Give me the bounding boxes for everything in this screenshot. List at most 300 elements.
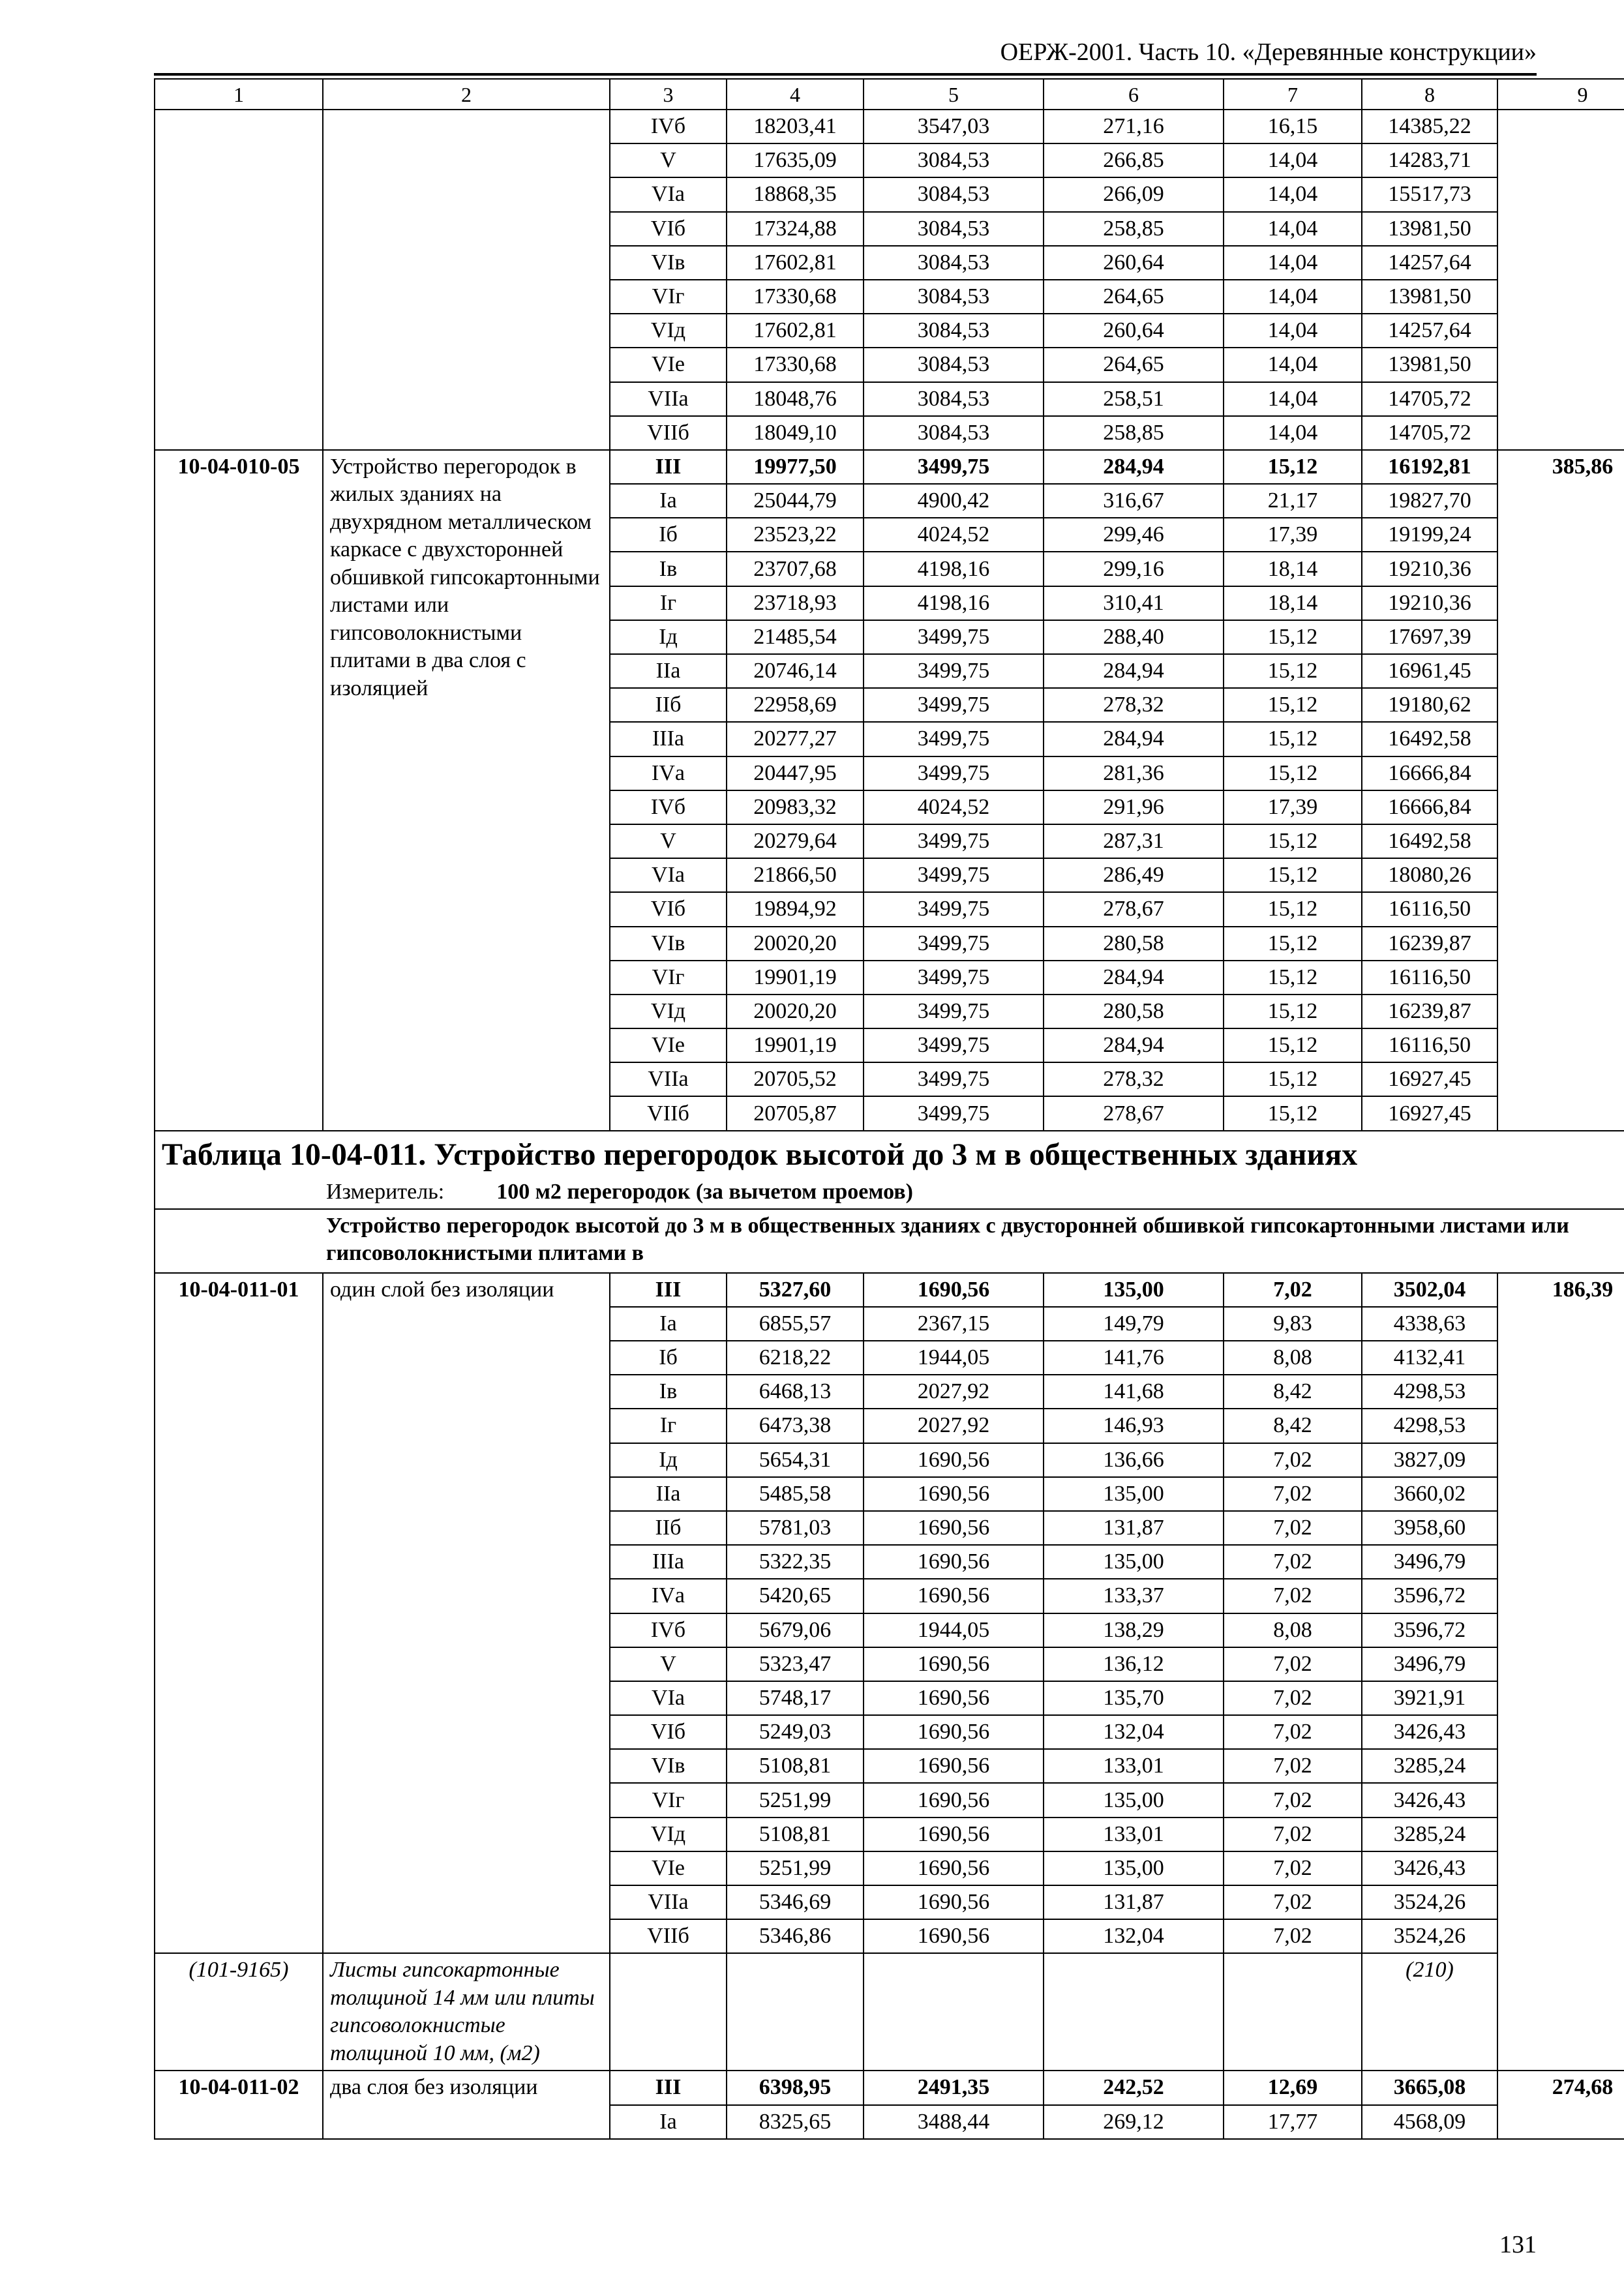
materials-cost-cell: 3285,24: [1362, 1749, 1497, 1783]
item-description: два слоя без изоляции: [323, 2071, 610, 2138]
materials-cost-cell: 16927,45: [1362, 1096, 1497, 1130]
machinist-wages-cell: 15,12: [1224, 722, 1362, 756]
machine-cost-cell: 284,94: [1044, 1028, 1224, 1062]
header-rule: [154, 73, 1537, 76]
wages-cell: 4024,52: [864, 790, 1044, 824]
total-cost-cell: 23707,68: [727, 552, 864, 586]
materials-cost-cell: 3285,24: [1362, 1818, 1497, 1851]
wages-cell: 3499,75: [864, 1096, 1044, 1130]
total-cost-cell: 20705,52: [727, 1062, 864, 1096]
total-cost-cell: 21866,50: [727, 858, 864, 892]
materials-cost-cell: 13981,50: [1362, 280, 1497, 314]
region-code-cell: VIг: [610, 1783, 727, 1817]
region-code-cell: VIд: [610, 1818, 727, 1851]
wages-cell: 1690,56: [864, 1851, 1044, 1885]
table-row: [155, 110, 1624, 143]
wages-cell: 1690,56: [864, 1885, 1044, 1919]
region-code-cell: VIIб: [610, 416, 727, 450]
resource-empty-cell: [610, 1953, 727, 2071]
materials-cost-cell: 14705,72: [1362, 382, 1497, 416]
region-code-cell: Iг: [610, 1409, 727, 1443]
materials-cost-cell: 3496,79: [1362, 1545, 1497, 1579]
wages-cell: 2367,15: [864, 1307, 1044, 1341]
machinist-wages-cell: 15,12: [1224, 450, 1362, 484]
col-number: 5: [864, 79, 1044, 110]
item-description: один слой без изоляции: [323, 1273, 610, 1954]
machinist-wages-cell: 7,02: [1224, 1681, 1362, 1715]
machine-cost-cell: 288,40: [1044, 620, 1224, 654]
resource-row: [155, 1953, 1624, 2071]
wages-cell: 1690,56: [864, 1477, 1044, 1511]
total-cost-cell: 19894,92: [727, 892, 864, 926]
rates-table: [154, 78, 1624, 2140]
region-code-cell: Iб: [610, 518, 727, 552]
materials-cost-cell: 4568,09: [1362, 2105, 1497, 2139]
wages-cell: 3499,75: [864, 858, 1044, 892]
column-number-row: [155, 79, 1624, 110]
machine-cost-cell: 280,58: [1044, 995, 1224, 1028]
total-cost-cell: 5323,47: [727, 1647, 864, 1681]
total-cost-cell: 25044,79: [727, 484, 864, 518]
region-code-cell: V: [610, 143, 727, 177]
machine-cost-cell: 291,96: [1044, 790, 1224, 824]
materials-cost-cell: 14283,71: [1362, 143, 1497, 177]
wages-cell: 3084,53: [864, 143, 1044, 177]
machinist-wages-cell: 7,02: [1224, 1851, 1362, 1885]
machinist-wages-cell: 15,12: [1224, 927, 1362, 961]
machine-cost-cell: 281,36: [1044, 756, 1224, 790]
machinist-wages-cell: 7,02: [1224, 1579, 1362, 1613]
total-cost-cell: 5346,69: [727, 1885, 864, 1919]
total-cost-cell: 6473,38: [727, 1409, 864, 1443]
machine-cost-cell: 260,64: [1044, 246, 1224, 280]
total-cost-cell: 5781,03: [727, 1511, 864, 1545]
materials-cost-cell: 19827,70: [1362, 484, 1497, 518]
region-code-cell: VIIа: [610, 382, 727, 416]
wages-cell: 3499,75: [864, 756, 1044, 790]
materials-cost-cell: 16666,84: [1362, 790, 1497, 824]
machinist-wages-cell: 14,04: [1224, 177, 1362, 211]
materials-cost-cell: 14385,22: [1362, 110, 1497, 143]
materials-cost-cell: 14257,64: [1362, 314, 1497, 348]
total-cost-cell: 17330,68: [727, 348, 864, 382]
region-code-cell: III: [610, 450, 727, 484]
materials-cost-cell: 3660,02: [1362, 1477, 1497, 1511]
machinist-wages-cell: 14,04: [1224, 246, 1362, 280]
region-code-cell: V: [610, 824, 727, 858]
total-cost-cell: 18868,35: [727, 177, 864, 211]
machinist-wages-cell: 7,02: [1224, 1545, 1362, 1579]
wages-cell: 1690,56: [864, 1681, 1044, 1715]
region-code-cell: Iа: [610, 484, 727, 518]
machine-cost-cell: 278,67: [1044, 1096, 1224, 1130]
wages-cell: 3084,53: [864, 177, 1044, 211]
wages-cell: 1690,56: [864, 1715, 1044, 1749]
wages-cell: 1690,56: [864, 1545, 1044, 1579]
materials-cost-cell: 13981,50: [1362, 348, 1497, 382]
machine-cost-cell: 258,85: [1044, 212, 1224, 246]
total-cost-cell: 5322,35: [727, 1545, 864, 1579]
materials-cost-cell: 16116,50: [1362, 892, 1497, 926]
total-cost-cell: 20279,64: [727, 824, 864, 858]
materials-cost-cell: 4132,41: [1362, 1341, 1497, 1375]
col-number: 8: [1362, 79, 1497, 110]
region-code-cell: Iб: [610, 1341, 727, 1375]
machine-cost-cell: 131,87: [1044, 1885, 1224, 1919]
region-code-cell: VIг: [610, 280, 727, 314]
machine-cost-cell: 310,41: [1044, 586, 1224, 620]
col-number: 9: [1497, 79, 1624, 110]
region-code-cell: VIIб: [610, 1919, 727, 1953]
region-code-cell: VIа: [610, 177, 727, 211]
total-cost-cell: 18048,76: [727, 382, 864, 416]
machinist-wages-cell: 9,83: [1224, 1307, 1362, 1341]
materials-cost-cell: 3827,09: [1362, 1443, 1497, 1477]
machine-cost-cell: 258,51: [1044, 382, 1224, 416]
measure-label: Измеритель:: [326, 1179, 445, 1204]
wages-cell: 3488,44: [864, 2105, 1044, 2139]
materials-cost-cell: 16961,45: [1362, 654, 1497, 688]
machine-cost-cell: 284,94: [1044, 450, 1224, 484]
materials-cost-cell: 4298,53: [1362, 1375, 1497, 1409]
total-cost-cell: 18203,41: [727, 110, 864, 143]
machinist-wages-cell: 15,12: [1224, 892, 1362, 926]
machinist-wages-cell: 8,08: [1224, 1341, 1362, 1375]
region-code-cell: VIа: [610, 1681, 727, 1715]
machine-cost-cell: 132,04: [1044, 1919, 1224, 1953]
machine-cost-cell: 133,01: [1044, 1818, 1224, 1851]
machine-cost-cell: 269,12: [1044, 2105, 1224, 2139]
materials-cost-cell: 3596,72: [1362, 1579, 1497, 1613]
total-cost-cell: 20705,87: [727, 1096, 864, 1130]
region-code-cell: VIе: [610, 348, 727, 382]
machine-cost-cell: 284,94: [1044, 722, 1224, 756]
machinist-wages-cell: 15,12: [1224, 858, 1362, 892]
wages-cell: 3499,75: [864, 995, 1044, 1028]
total-cost-cell: 5327,60: [727, 1273, 864, 1307]
wages-cell: 1690,56: [864, 1273, 1044, 1307]
col-number: 2: [323, 79, 610, 110]
wages-cell: 1690,56: [864, 1647, 1044, 1681]
total-cost-cell: 5251,99: [727, 1783, 864, 1817]
wages-cell: 3084,53: [864, 348, 1044, 382]
machinist-wages-cell: 8,08: [1224, 1613, 1362, 1647]
materials-cost-cell: 19199,24: [1362, 518, 1497, 552]
machinist-wages-cell: 18,14: [1224, 586, 1362, 620]
materials-cost-cell: 14705,72: [1362, 416, 1497, 450]
wages-cell: 1690,56: [864, 1579, 1044, 1613]
machinist-wages-cell: 15,12: [1224, 654, 1362, 688]
materials-cost-cell: 14257,64: [1362, 246, 1497, 280]
region-code-cell: VIг: [610, 961, 727, 995]
wages-cell: 1944,05: [864, 1613, 1044, 1647]
machine-cost-cell: 135,00: [1044, 1477, 1224, 1511]
machine-cost-cell: 278,32: [1044, 688, 1224, 722]
labor-cost-cell: 274,68: [1497, 2071, 1624, 2138]
wages-cell: 3084,53: [864, 280, 1044, 314]
wages-cell: 2027,92: [864, 1375, 1044, 1409]
region-code-cell: VIв: [610, 246, 727, 280]
region-code-cell: VIд: [610, 995, 727, 1028]
machine-cost-cell: 135,70: [1044, 1681, 1224, 1715]
region-code-cell: Iа: [610, 1307, 727, 1341]
machine-cost-cell: 287,31: [1044, 824, 1224, 858]
machine-cost-cell: 264,65: [1044, 280, 1224, 314]
total-cost-cell: 20020,20: [727, 927, 864, 961]
labor-cost-cell: 385,86: [1497, 450, 1624, 1131]
machine-cost-cell: 133,37: [1044, 1579, 1224, 1613]
machinist-wages-cell: 7,02: [1224, 1749, 1362, 1783]
total-cost-cell: 18049,10: [727, 416, 864, 450]
wages-cell: 1690,56: [864, 1511, 1044, 1545]
item-description: Устройство перегородок в жилых зданиях на двухрядном металлическом каркасе с двухсторонней обшивкой гипсокартонными листами или гипсоволокнистыми плитами в два слоя с изоляцией: [323, 450, 610, 1131]
total-cost-cell: 6468,13: [727, 1375, 864, 1409]
desc-cell-empty: [323, 110, 610, 450]
machine-cost-cell: 278,32: [1044, 1062, 1224, 1096]
machinist-wages-cell: 14,04: [1224, 143, 1362, 177]
machine-cost-cell: 284,94: [1044, 961, 1224, 995]
wages-cell: 3499,75: [864, 927, 1044, 961]
wages-cell: 1690,56: [864, 1818, 1044, 1851]
region-code-cell: III: [610, 1273, 727, 1307]
measure-row: [155, 1176, 1624, 1209]
machinist-wages-cell: 7,02: [1224, 1919, 1362, 1953]
col-number: 4: [727, 79, 864, 110]
resource-empty-cell: [864, 1953, 1044, 2071]
total-cost-cell: 6855,57: [727, 1307, 864, 1341]
measure-line: [155, 1176, 1624, 1209]
wages-cell: 2491,35: [864, 2071, 1044, 2104]
wages-cell: 1690,56: [864, 1783, 1044, 1817]
region-code-cell: VIIб: [610, 1096, 727, 1130]
region-code-cell: IVа: [610, 1579, 727, 1613]
machinist-wages-cell: 15,12: [1224, 1062, 1362, 1096]
region-code-cell: IIб: [610, 688, 727, 722]
machinist-wages-cell: 12,69: [1224, 2071, 1362, 2104]
machinist-wages-cell: 7,02: [1224, 1885, 1362, 1919]
machinist-wages-cell: 15,12: [1224, 620, 1362, 654]
wages-cell: 3499,75: [864, 688, 1044, 722]
region-code-cell: V: [610, 1647, 727, 1681]
region-code-cell: IVб: [610, 790, 727, 824]
wages-cell: 4900,42: [864, 484, 1044, 518]
machine-cost-cell: 141,68: [1044, 1375, 1224, 1409]
resource-code: (101-9165): [155, 1953, 323, 2071]
region-code-cell: VIе: [610, 1851, 727, 1885]
wages-cell: 2027,92: [864, 1409, 1044, 1443]
wages-cell: 3499,75: [864, 654, 1044, 688]
wages-cell: 4198,16: [864, 552, 1044, 586]
wages-cell: 3499,75: [864, 722, 1044, 756]
wages-cell: 3499,75: [864, 892, 1044, 926]
materials-cost-cell: 4298,53: [1362, 1409, 1497, 1443]
machinist-wages-cell: 14,04: [1224, 280, 1362, 314]
materials-cost-cell: 16116,50: [1362, 961, 1497, 995]
machine-cost-cell: 299,16: [1044, 552, 1224, 586]
total-cost-cell: 20447,95: [727, 756, 864, 790]
materials-cost-cell: 15517,73: [1362, 177, 1497, 211]
total-cost-cell: 5346,86: [727, 1919, 864, 1953]
wages-cell: 3499,75: [864, 961, 1044, 995]
machine-cost-cell: 266,85: [1044, 143, 1224, 177]
region-code-cell: VIIа: [610, 1062, 727, 1096]
region-code-cell: III: [610, 2071, 727, 2104]
materials-cost-cell: 3496,79: [1362, 1647, 1497, 1681]
total-cost-cell: 5679,06: [727, 1613, 864, 1647]
total-cost-cell: 17635,09: [727, 143, 864, 177]
total-cost-cell: 23718,93: [727, 586, 864, 620]
machinist-wages-cell: 18,14: [1224, 552, 1362, 586]
machinist-wages-cell: 17,77: [1224, 2105, 1362, 2139]
total-cost-cell: 20020,20: [727, 995, 864, 1028]
machinist-wages-cell: 16,15: [1224, 110, 1362, 143]
materials-cost-cell: 3958,60: [1362, 1511, 1497, 1545]
col-number: 7: [1224, 79, 1362, 110]
machine-cost-cell: 138,29: [1044, 1613, 1224, 1647]
machinist-wages-cell: 15,12: [1224, 1096, 1362, 1130]
total-cost-cell: 17330,68: [727, 280, 864, 314]
machine-cost-cell: 135,00: [1044, 1273, 1224, 1307]
machine-cost-cell: 131,87: [1044, 1511, 1224, 1545]
machinist-wages-cell: 7,02: [1224, 1273, 1362, 1307]
materials-cost-cell: 16116,50: [1362, 1028, 1497, 1062]
machinist-wages-cell: 8,42: [1224, 1409, 1362, 1443]
total-cost-cell: 17324,88: [727, 212, 864, 246]
wages-cell: 3084,53: [864, 382, 1044, 416]
page-header: ОЕРЖ-2001. Часть 10. «Деревянные конструкции»: [1000, 38, 1537, 66]
wages-cell: 3499,75: [864, 824, 1044, 858]
total-cost-cell: 6218,22: [727, 1341, 864, 1375]
wages-cell: 1944,05: [864, 1341, 1044, 1375]
wages-cell: 3084,53: [864, 416, 1044, 450]
materials-cost-cell: 16492,58: [1362, 722, 1497, 756]
region-code-cell: Iд: [610, 620, 727, 654]
materials-cost-cell: 19210,36: [1362, 586, 1497, 620]
machinist-wages-cell: 14,04: [1224, 212, 1362, 246]
machinist-wages-cell: 7,02: [1224, 1715, 1362, 1749]
table-title: Таблица 10-04-011. Устройство перегородок высотой до 3 м в общественных зданиях: [155, 1131, 1624, 1176]
wages-cell: 3499,75: [864, 1028, 1044, 1062]
total-cost-cell: 5251,99: [727, 1851, 864, 1885]
materials-cost-cell: 16239,87: [1362, 995, 1497, 1028]
machine-cost-cell: 141,76: [1044, 1341, 1224, 1375]
machine-cost-cell: 136,66: [1044, 1443, 1224, 1477]
wages-cell: 3499,75: [864, 1062, 1044, 1096]
wages-cell: 1690,56: [864, 1919, 1044, 1953]
machinist-wages-cell: 8,42: [1224, 1375, 1362, 1409]
machine-cost-cell: 136,12: [1044, 1647, 1224, 1681]
region-code-cell: VIб: [610, 892, 727, 926]
region-code-cell: IIб: [610, 1511, 727, 1545]
region-code-cell: IVб: [610, 1613, 727, 1647]
materials-cost-cell: 4338,63: [1362, 1307, 1497, 1341]
materials-cost-cell: 3426,43: [1362, 1783, 1497, 1817]
machine-cost-cell: 146,93: [1044, 1409, 1224, 1443]
machine-cost-cell: 133,01: [1044, 1749, 1224, 1783]
labor-cost-cell: 186,39: [1497, 1273, 1624, 2071]
machine-cost-cell: 316,67: [1044, 484, 1224, 518]
wages-cell: 1690,56: [864, 1749, 1044, 1783]
machinist-wages-cell: 14,04: [1224, 348, 1362, 382]
total-cost-cell: 20277,27: [727, 722, 864, 756]
resource-empty-cell: [727, 1953, 864, 2071]
resource-quantity: (210): [1362, 1953, 1497, 2071]
table-title-row: [155, 1131, 1624, 1176]
code-cell-empty: [155, 110, 323, 450]
machinist-wages-cell: 7,02: [1224, 1443, 1362, 1477]
machinist-wages-cell: 7,02: [1224, 1818, 1362, 1851]
machine-cost-cell: 286,49: [1044, 858, 1224, 892]
region-code-cell: IIа: [610, 654, 727, 688]
machinist-wages-cell: 17,39: [1224, 518, 1362, 552]
region-code-cell: VIб: [610, 1715, 727, 1749]
resource-empty-cell: [1224, 1953, 1362, 2071]
item-code: 10-04-010-05: [155, 450, 323, 1131]
machinist-wages-cell: 15,12: [1224, 961, 1362, 995]
region-code-cell: VIв: [610, 1749, 727, 1783]
col-number: 6: [1044, 79, 1224, 110]
item-code: 10-04-011-02: [155, 2071, 323, 2138]
total-cost-cell: 22958,69: [727, 688, 864, 722]
total-cost-cell: 5249,03: [727, 1715, 864, 1749]
total-cost-cell: 20983,32: [727, 790, 864, 824]
materials-cost-cell: 3524,26: [1362, 1919, 1497, 1953]
total-cost-cell: 8325,65: [727, 2105, 864, 2139]
col-number: 3: [610, 79, 727, 110]
materials-cost-cell: 3426,43: [1362, 1715, 1497, 1749]
total-cost-cell: 5485,58: [727, 1477, 864, 1511]
machinist-wages-cell: 15,12: [1224, 824, 1362, 858]
machinist-wages-cell: 14,04: [1224, 314, 1362, 348]
region-code-cell: Iв: [610, 1375, 727, 1409]
machine-cost-cell: 278,67: [1044, 892, 1224, 926]
wages-cell: 4024,52: [864, 518, 1044, 552]
materials-cost-cell: 3665,08: [1362, 2071, 1497, 2104]
machinist-wages-cell: 14,04: [1224, 382, 1362, 416]
machinist-wages-cell: 14,04: [1224, 416, 1362, 450]
item-main-row: [155, 450, 1624, 484]
total-cost-cell: 5748,17: [727, 1681, 864, 1715]
total-cost-cell: 17602,81: [727, 246, 864, 280]
machine-cost-cell: 271,16: [1044, 110, 1224, 143]
machine-cost-cell: 280,58: [1044, 927, 1224, 961]
machinist-wages-cell: 7,02: [1224, 1783, 1362, 1817]
total-cost-cell: 5654,31: [727, 1443, 864, 1477]
region-code-cell: Iа: [610, 2105, 727, 2139]
region-code-cell: IIа: [610, 1477, 727, 1511]
total-cost-cell: 5108,81: [727, 1818, 864, 1851]
machinist-wages-cell: 7,02: [1224, 1477, 1362, 1511]
materials-cost-cell: 16192,81: [1362, 450, 1497, 484]
total-cost-cell: 23523,22: [727, 518, 864, 552]
measure-value: 100 м2 перегородок (за вычетом проемов): [496, 1179, 913, 1204]
machinist-wages-cell: 15,12: [1224, 756, 1362, 790]
machine-cost-cell: 135,00: [1044, 1783, 1224, 1817]
machinist-wages-cell: 15,12: [1224, 1028, 1362, 1062]
machine-cost-cell: 242,52: [1044, 2071, 1224, 2104]
region-code-cell: VIIа: [610, 1885, 727, 1919]
region-code-cell: VIв: [610, 927, 727, 961]
total-cost-cell: 5420,65: [727, 1579, 864, 1613]
page-number: 131: [1499, 2231, 1537, 2258]
machinist-wages-cell: 21,17: [1224, 484, 1362, 518]
region-code-cell: VIд: [610, 314, 727, 348]
machine-cost-cell: 258,85: [1044, 416, 1224, 450]
machine-cost-cell: 260,64: [1044, 314, 1224, 348]
machine-cost-cell: 299,46: [1044, 518, 1224, 552]
machinist-wages-cell: 17,39: [1224, 790, 1362, 824]
region-code-cell: Iв: [610, 552, 727, 586]
